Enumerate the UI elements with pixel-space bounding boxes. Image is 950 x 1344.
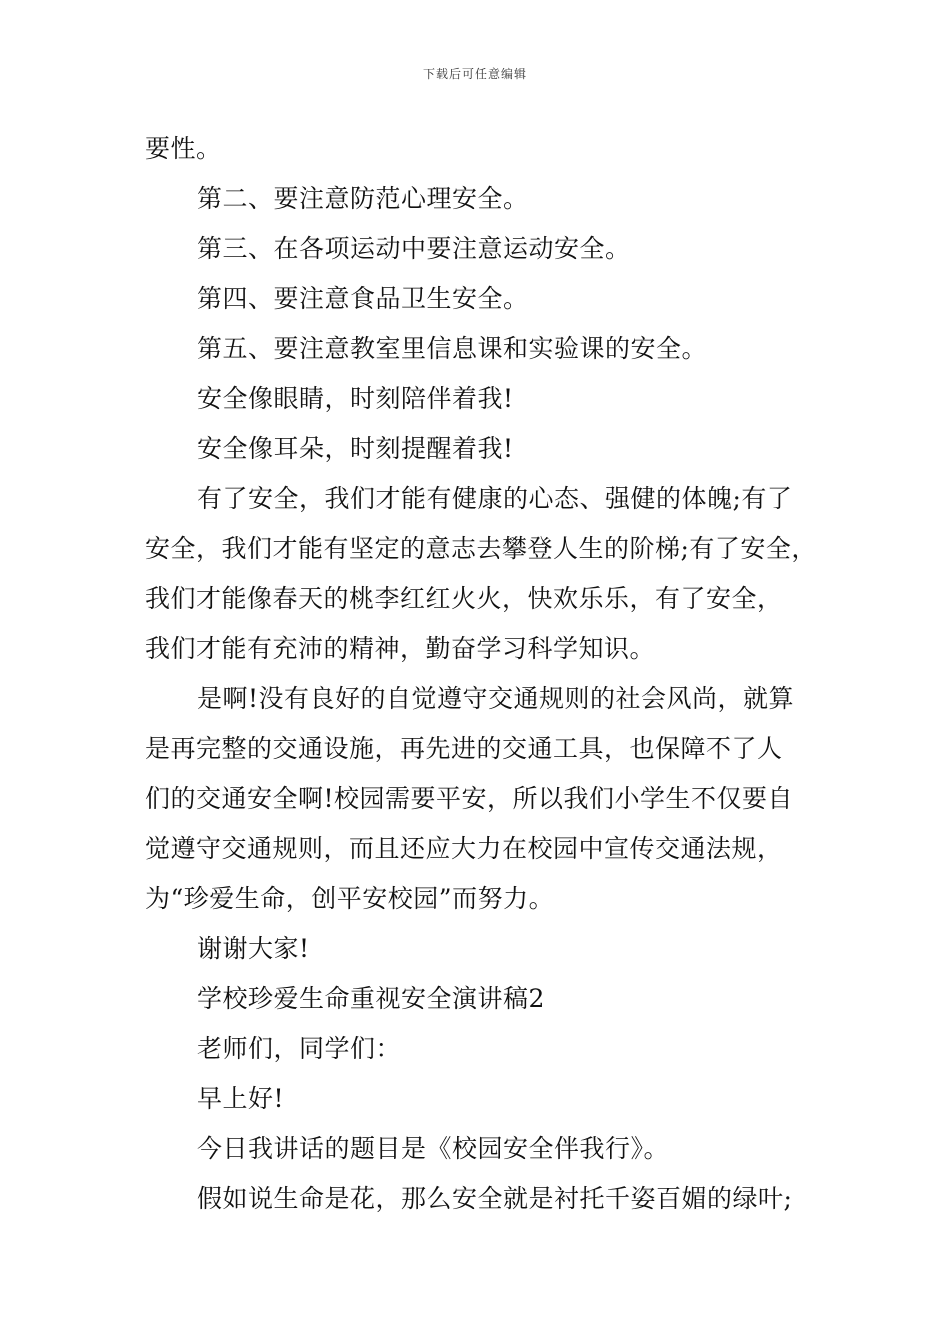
text-line: 第四、要注意食品卫生安全。 [197,284,529,313]
text-line: 是再完整的交通设施，再先进的交通工具，也保障不了人 [145,734,783,763]
text-line: 安全像耳朵，时刻提醒着我! [197,434,514,463]
text-line: 觉遵守交通规则，而且还应大力在校园中宣传交通法规， [145,834,783,863]
text-line: 安全像眼睛，时刻陪伴着我! [197,384,514,413]
text-line: 要性。 [145,134,222,163]
text-line: 们的交通安全啊!校园需要平安，所以我们小学生不仅要自 [145,784,794,813]
text-line: 我们才能像春天的桃李红红火火，快欢乐乐，有了安全， [145,584,783,613]
text-line: 谢谢大家! [197,934,310,963]
text-line: 老师们，同学们： [197,1034,402,1063]
text-line: 是啊!没有良好的自觉遵守交通规则的社会风尚，就算 [197,684,795,713]
page-header: 下载后可任意编辑 [422,67,527,81]
text-line: 今日我讲话的题目是《校园安全伴我行》。 [197,1134,670,1163]
text-line: 第五、要注意教室里信息课和实验课的安全。 [197,334,708,363]
text-line: 为“珍爱生命，创平安校园”而努力。 [145,884,555,913]
text-line: 有了安全，我们才能有健康的心态、强健的体魄;有了 [197,484,793,513]
text-line: 假如说生命是花，那么安全就是衬托千姿百媚的绿叶; [197,1184,793,1213]
text-line: 安全，我们才能有坚定的意志去攀登人生的阶梯;有了安全， [145,534,817,563]
text-line: 第三、在各项运动中要注意运动安全。 [197,234,631,263]
document-body [145,124,825,1224]
section-title: 学校珍爱生命重视安全演讲稿2 [197,984,545,1013]
text-line: 我们才能有充沛的精神，勤奋学习科学知识。 [145,634,656,663]
text-line: 早上好! [197,1084,285,1113]
text-line: 第二、要注意防范心理安全。 [197,184,529,213]
